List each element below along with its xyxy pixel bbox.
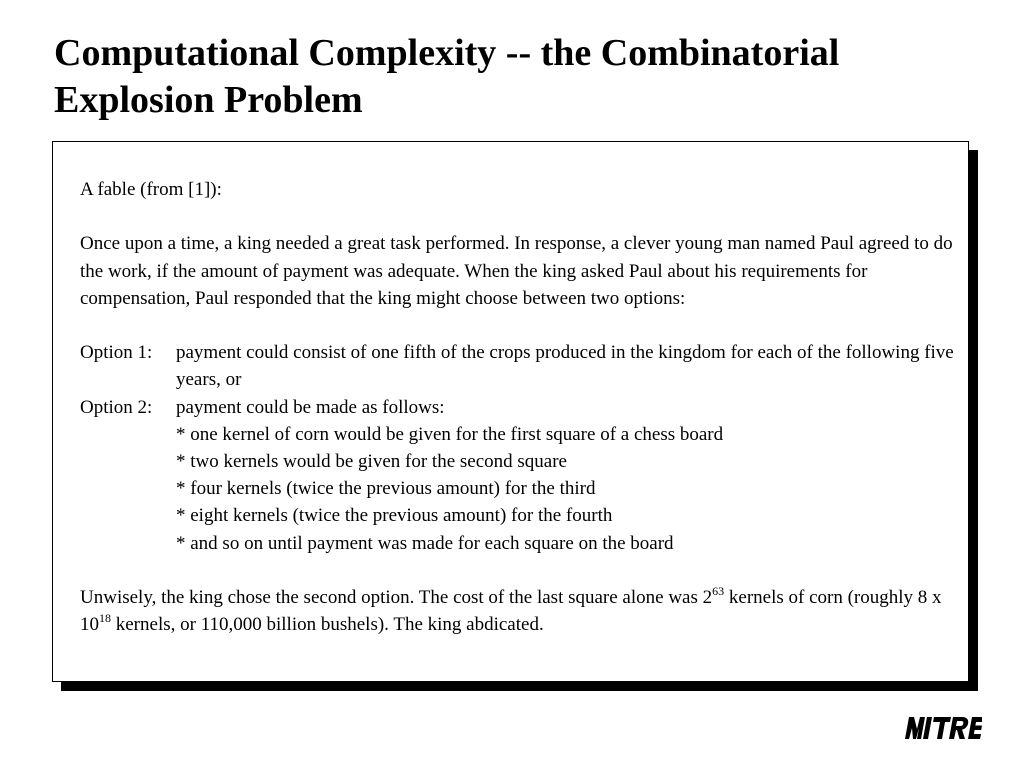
option-1-text: payment could consist of one fifth of the crops produced in the kingdom for each of the following five years, or [176, 342, 954, 391]
slide-title: Computational Complexity -- the Combinatorial Explosion Problem [54, 32, 840, 121]
fable-story: Once upon a time, a king needed a great task performed. In response, a clever young man named Paul agreed to do the work, if the amount of payment was adequate. When the king asked Paul about his requirements for compensation, Paul responded that the king might choose between two options: [80, 233, 953, 309]
option-2 [80, 394, 960, 421]
fable-intro: A fable (from [1]): [80, 179, 222, 200]
fable-content [80, 176, 960, 638]
option-2-item: * two kernels would be given for the second square [176, 451, 567, 472]
exponent-18: 18 [99, 611, 111, 626]
option-2-text: payment could be made as follows: [176, 396, 445, 418]
exponent-63: 63 [712, 584, 725, 598]
option-2-item: * eight kernels (twice the previous amount) for the fourth [176, 505, 613, 527]
option-2-item: * four kernels (twice the previous amount) for the third [176, 478, 596, 500]
option-1 [80, 339, 960, 393]
option-2-item: * and so on until payment was made for each square on the board [176, 532, 674, 554]
option-1-label: Option 1: [80, 342, 153, 364]
conclusion-part-3: kernels, or 110,000 billion bushels). The king abdicated. [111, 614, 544, 636]
conclusion-part-1: Unwisely, the king chose the second option. The cost of the last square alone was 2 [80, 587, 713, 608]
mitre-logo [904, 714, 982, 742]
option-2-item: * one kernel of corn would be given for the first square of a chess board [176, 423, 724, 445]
conclusion-part-2: kernels of corn (roughly 8 x 10 [80, 587, 942, 636]
option-2-label: Option 2: [80, 396, 153, 418]
fable-box [52, 141, 969, 682]
fable-conclusion [80, 584, 960, 638]
